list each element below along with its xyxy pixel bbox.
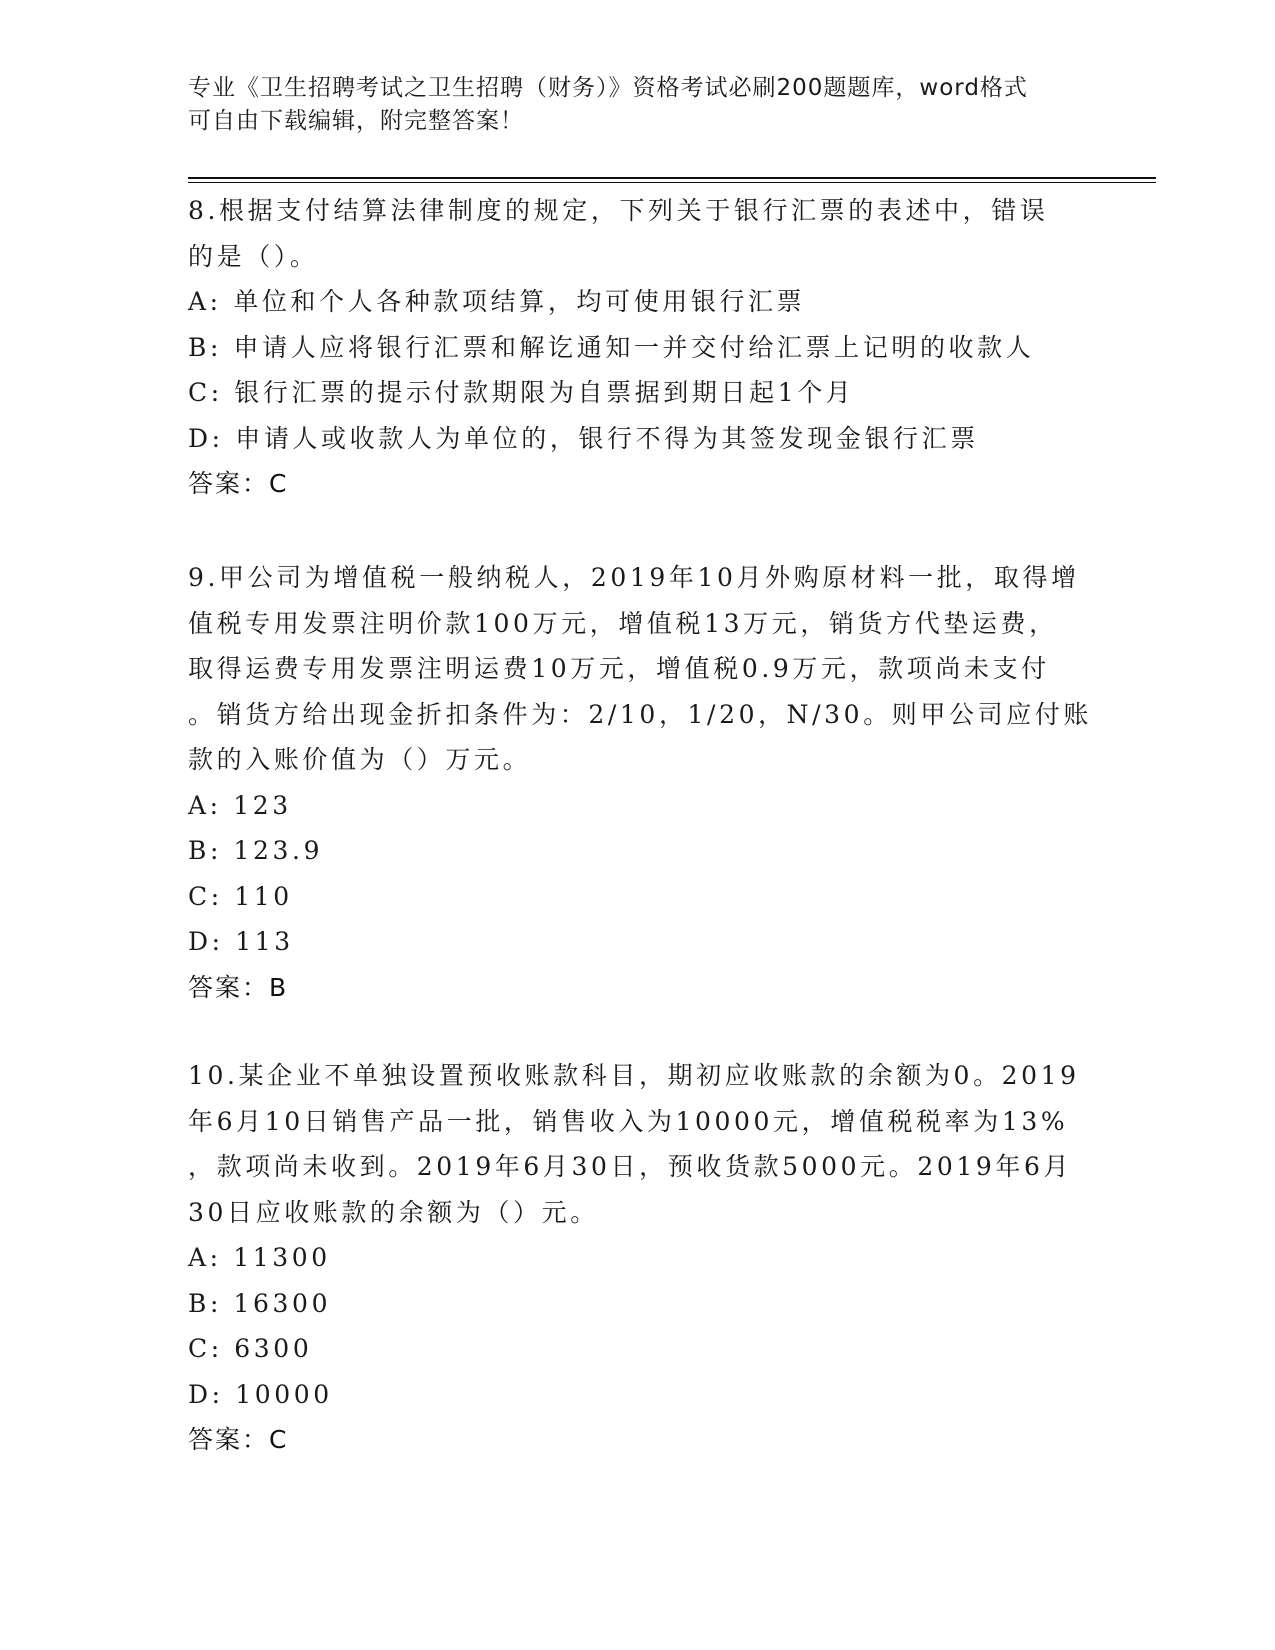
document-header — [188, 72, 1068, 138]
option-b: B: 123.9 — [188, 836, 324, 865]
option-b: B: 16300 — [188, 1288, 332, 1318]
answer: 答案：C — [188, 469, 289, 498]
question-8 — [188, 188, 1088, 507]
question-stem-line: 的是（）。 — [188, 241, 319, 271]
question-stem-line: 9.甲公司为增值税一般纳税人，2019年10月外购原材料一批，取得增 — [188, 563, 1080, 592]
question-stem-line: 8.根据支付结算法律制度的规定，下列关于银行汇票的表述中，错误 — [188, 196, 1049, 225]
option-a: A: 单位和个人各种款项结算，均可使用银行汇票 — [188, 287, 806, 316]
question-stem-line: 值税专用发票注明价款100万元，增值税13万元，销货方代垫运费， — [188, 608, 1058, 638]
option-b: B: 申请人应将银行汇票和解讫通知一并交付给汇票上记明的收款人 — [188, 332, 1035, 362]
option-a: A: 11300 — [188, 1243, 331, 1272]
header-line: 可自由下载编辑，附完整答案！ — [188, 108, 524, 134]
option-c: C: 6300 — [188, 1334, 313, 1363]
header-divider-thin — [188, 182, 1156, 183]
option-d: D: 申请人或收款人为单位的，银行不得为其签发现金银行汇票 — [188, 423, 979, 453]
question-9 — [188, 555, 1092, 1010]
question-stem-line: 10.某企业不单独设置预收账款科目，期初应收账款的余额为0。2019 — [188, 1061, 1080, 1090]
answer: 答案：C — [188, 1425, 289, 1454]
header-line: 专业《卫生招聘考试之卫生招聘（财务）》资格考试必刷200题题库，word格式 — [188, 75, 1028, 101]
header-divider-thick — [188, 177, 1156, 179]
question-stem-line: 取得运费专用发票注明运费10万元，增值税0.9万元，款项尚未支付 — [188, 654, 1050, 683]
question-10 — [188, 1053, 1088, 1463]
question-stem-line: 。销货方给出现金折扣条件为：2/10，1/20，N/30。则甲公司应付账 — [188, 699, 1092, 729]
option-a: A: 123 — [188, 790, 292, 820]
option-c: C: 110 — [188, 881, 293, 911]
question-stem-line: ，款项尚未收到。2019年6月30日，预收货款5000元。2019年6月 — [188, 1152, 1073, 1181]
question-stem-line: 年6月10日销售产品一批，销售收入为10000元，增值税税率为13% — [188, 1106, 1069, 1136]
question-stem-line: 30日应收账款的余额为（）元。 — [188, 1197, 599, 1227]
option-d: D: 10000 — [188, 1379, 333, 1409]
option-d: D: 113 — [188, 927, 294, 956]
question-stem-line: 款的入账价值为（）万元。 — [188, 745, 532, 774]
answer: 答案：B — [188, 972, 289, 1002]
option-c: C: 银行汇票的提示付款期限为自票据到期日起1个月 — [188, 378, 855, 407]
